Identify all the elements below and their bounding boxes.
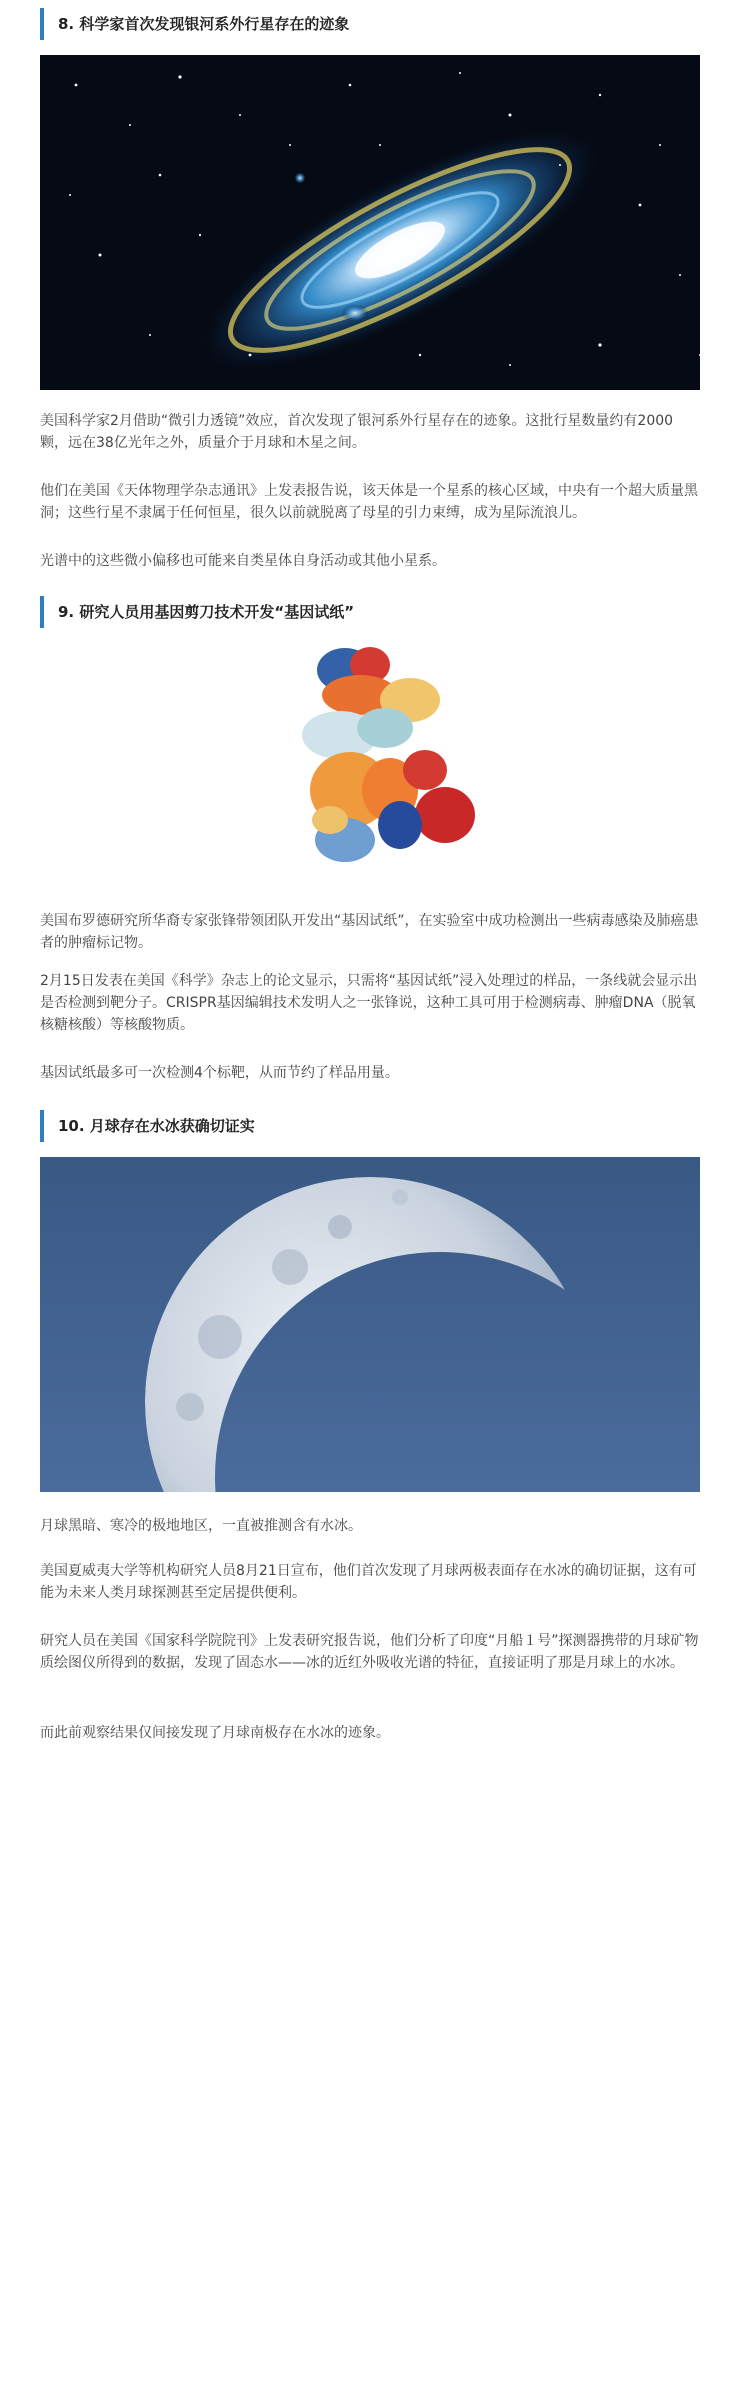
galaxy-image <box>40 55 700 390</box>
paragraph-8-1: 美国科学家2月借助“微引力透镜”效应，首次发现了银河系外行星存在的迹象。这批行星数量约有2000颗，远在38亿光年之外，质量介于月球和木星之间。 <box>40 413 674 451</box>
paragraph-9-3: 基因试纸最多可一次检测4个标靶，从而节约了样品用量。 <box>40 1065 399 1081</box>
protein-structure-image <box>40 640 700 880</box>
section-heading-9: 9. 研究人员用基因剪刀技术开发“基因试纸” <box>40 596 700 628</box>
paragraph-10-1: 月球黑暗、寒冷的极地地区，一直被推测含有水冰。 <box>40 1518 362 1534</box>
paragraph-10-3: 研究人员在美国《国家科学院院刊》上发表研究报告说，他们分析了印度“月船１号”探测器携带的月球矿物质绘图仪所得到的数据，发现了固态水——冰的近红外吸收光谱的特征，直接证明了那是月球上的水冰。 <box>40 1633 699 1671</box>
paragraph-9-2: 2月15日发表在美国《科学》杂志上的论文显示，只需将“基因试纸”浸入处理过的样品，一条线就会显示出是否检测到靶分子。CRISPR基因编辑技术发明人之一张锋说，这种工具可用于检测病毒、肿瘤DNA（脱氧核糖核酸）等核酸物质。 <box>40 973 698 1033</box>
paragraph-8-2: 他们在美国《天体物理学杂志通讯》上发表报告说，该天体是一个星系的核心区域，中央有一个超大质量黑洞；这些行星不隶属于任何恒星，很久以前就脱离了母星的引力束缚，成为星际流浪儿。 <box>40 483 698 521</box>
paragraph-10-2: 美国夏威夷大学等机构研究人员8月21日宣布，他们首次发现了月球两极表面存在水冰的确切证据，这有可能为未来人类月球探测甚至定居提供便利。 <box>40 1563 697 1601</box>
crescent-moon-image <box>40 1157 700 1492</box>
paragraph-9-1: 美国布罗德研究所华裔专家张锋带领团队开发出“基因试纸”，在实验室中成功检测出一些病毒感染及肺癌患者的肿瘤标记物。 <box>40 913 699 951</box>
paragraph-10-4: 而此前观察结果仅间接发现了月球南极存在水冰的迹象。 <box>40 1725 390 1741</box>
section-heading-8: 8. 科学家首次发现银河系外行星存在的迹象 <box>40 8 700 40</box>
paragraph-8-3: 光谱中的这些微小偏移也可能来自类星体自身活动或其他小星系。 <box>40 553 446 569</box>
section-heading-10: 10. 月球存在水冰获确切证实 <box>40 1110 700 1142</box>
